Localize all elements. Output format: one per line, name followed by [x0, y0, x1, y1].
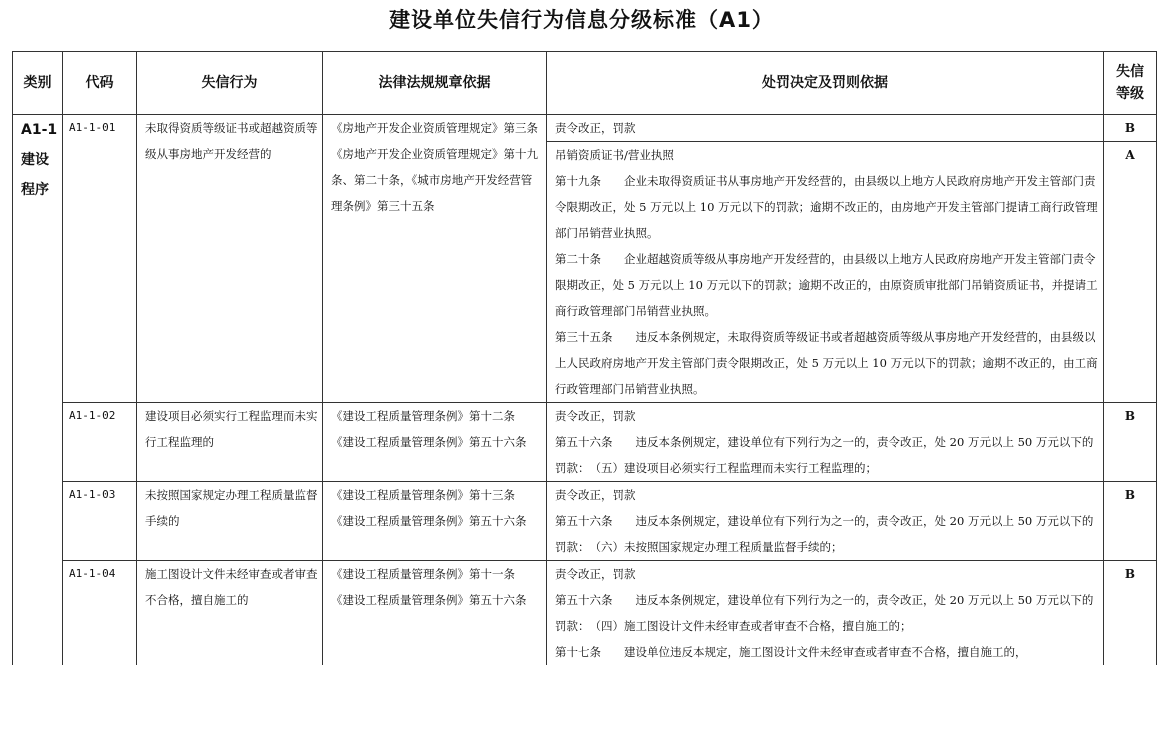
- header-level-line2: 等级: [1116, 86, 1144, 102]
- category-name-2: 程序: [21, 182, 49, 198]
- header-basis: 法律法规规章依据: [323, 52, 547, 115]
- row-code: A1-1-04: [63, 561, 137, 666]
- cell-paragraph: 《房地产开发企业资质管理规定》第十九条、第二十条，《城市房地产开发经营管理条例》第三十五条: [331, 147, 538, 213]
- row-level: B: [1104, 561, 1157, 666]
- cell-paragraph: 《建设工程质量管理条例》第五十六条: [331, 514, 527, 528]
- cell-paragraph: 第五十六条 违反本条例规定，建设单位有下列行为之一的，责令改正，处 20 万元以上 50 万元以下的罚款： （五）建设项目必须实行工程监理而未实行工程监理的；: [555, 435, 1094, 475]
- row-level: A: [1104, 142, 1157, 403]
- row-level: B: [1104, 115, 1157, 142]
- cell-paragraph: 责令改正，罚款: [555, 409, 636, 423]
- category-name-1: 建设: [21, 152, 49, 168]
- table-row: [13, 561, 1157, 666]
- header-penalty: 处罚决定及罚则依据: [547, 52, 1104, 115]
- row-penalty: [547, 561, 1104, 666]
- cell-paragraph: 第十九条 企业未取得资质证书从事房地产开发经营的，由县级以上地方人民政府房地产开发主管部门责令限期改正，处 5 万元以上 10 万元以下的罚款；逾期不改正的，由房地产开发主管部门提请工商行政管理部门吊销营业执照。: [555, 174, 1098, 240]
- cell-paragraph: 吊销资质证书/营业执照: [555, 148, 674, 162]
- row-code: A1-1-01: [63, 115, 137, 403]
- cell-paragraph: 第五十六条 违反本条例规定，建设单位有下列行为之一的，责令改正，处 20 万元以上 50 万元以下的罚款： （六）未按照国家规定办理工程质量监督手续的；: [555, 514, 1094, 554]
- category-code: A1-1: [21, 122, 58, 138]
- header-level-line1: 失信: [1116, 64, 1144, 80]
- cell-paragraph: 《建设工程质量管理条例》第十一条: [331, 567, 515, 581]
- cell-paragraph: 第五十六条 违反本条例规定，建设单位有下列行为之一的，责令改正，处 20 万元以上 50 万元以下的罚款： （四）施工图设计文件未经审查或者审查不合格，擅自施工的；: [555, 593, 1094, 633]
- row-penalty: [547, 115, 1104, 142]
- cell-paragraph: 责令改正，罚款: [555, 488, 636, 502]
- row-level: B: [1104, 482, 1157, 561]
- header-level: [1104, 52, 1157, 115]
- credit-standard-table: [12, 51, 1157, 665]
- cell-paragraph: 《建设工程质量管理条例》第五十六条: [331, 593, 527, 607]
- row-penalty: [547, 482, 1104, 561]
- row-code: A1-1-03: [63, 482, 137, 561]
- category-cell: [13, 115, 63, 666]
- cell-paragraph: 第二十条 企业超越资质等级从事房地产开发经营的，由县级以上地方人民政府房地产开发主管部门责令限期改正，处 5 万元以上 10 万元以下的罚款；逾期不改正的，由原资质审批部门吊销资质证书，并提请工商行政管理部门吊销营业执照。: [555, 252, 1098, 318]
- table-row: [13, 482, 1157, 561]
- cell-paragraph: 责令改正，罚款: [555, 567, 636, 581]
- row-behavior: 未按照国家规定办理工程质量监督手续的: [137, 482, 323, 561]
- table-row: [13, 403, 1157, 482]
- cell-paragraph: 第三十五条 违反本条例规定，未取得资质等级证书或者超越资质等级从事房地产开发经营的，由县级以上人民政府房地产开发主管部门责令限期改正，处 5 万元以上 10 万元以下的罚款；逾期不改正的，由工商行政管理部门吊销营业执照。: [555, 330, 1098, 396]
- cell-paragraph: 《建设工程质量管理条例》第五十六条: [331, 435, 527, 449]
- cell-paragraph: 第十七条 建设单位违反本规定，施工图设计文件未经审查或者审查不合格，擅自施工的，: [555, 645, 1027, 659]
- header-category: 类别: [13, 52, 63, 115]
- cell-paragraph: 责令改正，罚款: [555, 121, 636, 135]
- row-basis: [323, 403, 547, 482]
- table-row: [13, 115, 1157, 142]
- row-basis: [323, 115, 547, 403]
- row-penalty: [547, 142, 1104, 403]
- row-code: A1-1-02: [63, 403, 137, 482]
- row-penalty: [547, 403, 1104, 482]
- header-behavior: 失信行为: [137, 52, 323, 115]
- cell-paragraph: 《建设工程质量管理条例》第十二条: [331, 409, 515, 423]
- row-behavior: 建设项目必须实行工程监理而未实行工程监理的: [137, 403, 323, 482]
- row-behavior: 施工图设计文件未经审查或者审查不合格，擅自施工的: [137, 561, 323, 666]
- row-level: B: [1104, 403, 1157, 482]
- page-title: 建设单位失信行为信息分级标准（A1）: [389, 8, 774, 32]
- cell-paragraph: 《建设工程质量管理条例》第十三条: [331, 488, 515, 502]
- row-behavior: 未取得资质等级证书或超越资质等级从事房地产开发经营的: [137, 115, 323, 403]
- row-basis: [323, 561, 547, 666]
- row-basis: [323, 482, 547, 561]
- header-code: 代码: [63, 52, 137, 115]
- header-row: [13, 52, 1157, 115]
- cell-paragraph: 《房地产开发企业资质管理规定》第三条: [331, 121, 538, 135]
